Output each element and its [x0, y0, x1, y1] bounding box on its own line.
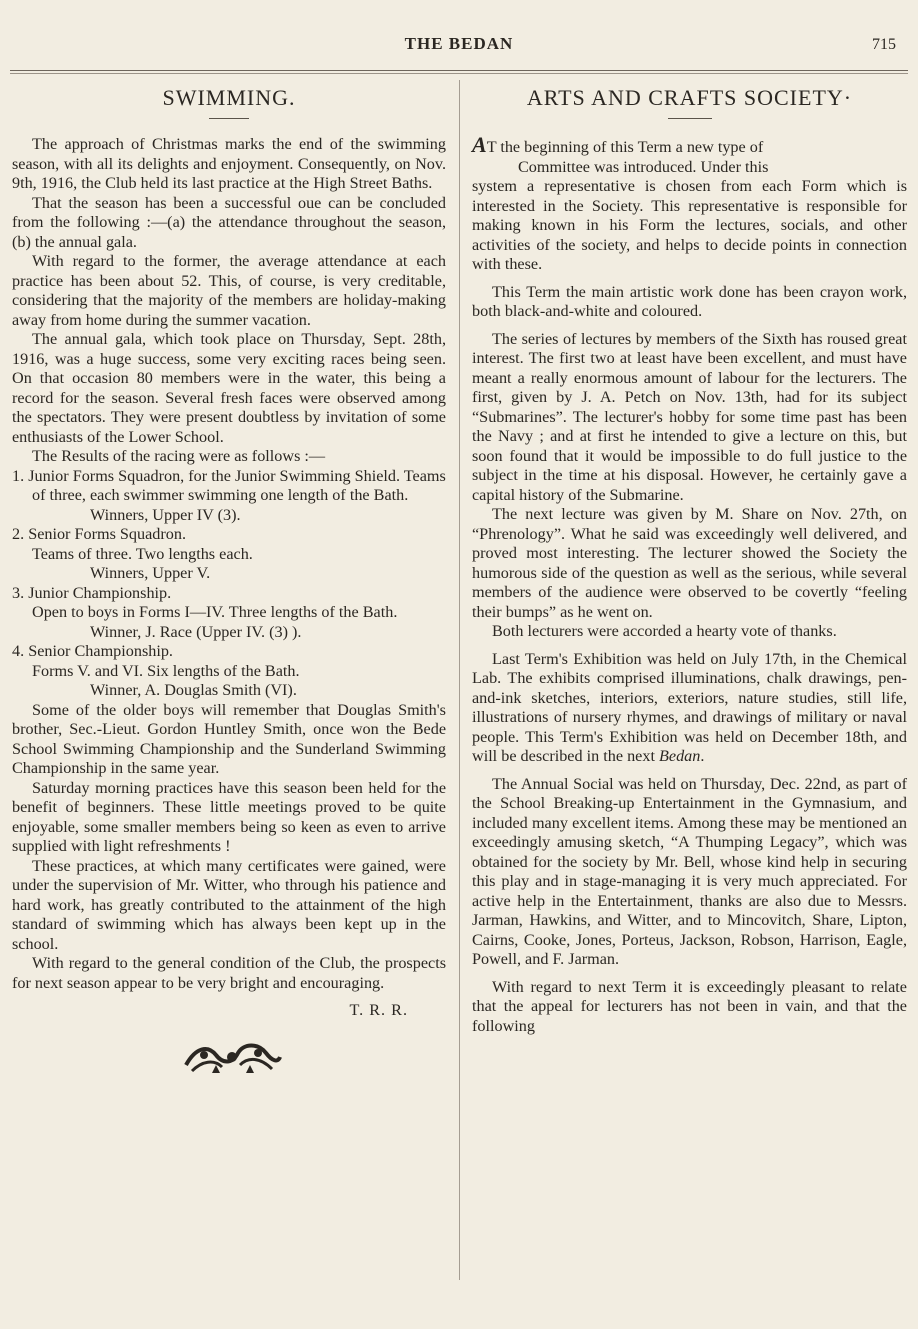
result-2-winner: Winners, Upper V. — [90, 564, 211, 582]
swimming-paragraph-7: Saturday morning practices have this season been held for the benefit of beginners. These little meetings proved to be quite enjoyable, some smaller members being so keen as even to arrive supplied with light refreshments ! — [12, 778, 446, 855]
heading-underline — [209, 118, 249, 119]
ornament-icon — [182, 1035, 282, 1079]
swimming-signature: T. R. R. — [349, 1001, 408, 1019]
header-rule-secondary — [10, 73, 908, 74]
result-4-detail: Forms V. and VI. Six lengths of the Bath. — [32, 661, 300, 680]
arts-paragraph-1-line-2: Committee was introduced. Under this — [518, 157, 769, 176]
result-2-detail: Teams of three. Two lengths each. — [32, 544, 253, 563]
swimming-paragraph-8: These practices, at which many certificates were gained, were under the supervision of Mr. Witter, who through his patience and hard work, has greatly contributed to the attainment of the high standard of swimming which has always been kept up in the school. — [12, 856, 446, 953]
arts-paragraph-6-text: Last Term's Exhibition was held on July 17th, in the Chemical Lab. The exhibits comprised illuminations, chalk drawings, pen-and-ink sketches, interiors, exteriors, nature studies, still life, illustrations of nursery rhymes, and drawings of military or naval people. This Term's Exhibition was held on December 18th, and will be described in the next — [472, 649, 907, 765]
arts-paragraph-5: Both lecturers were accorded a hearty vote of thanks. — [492, 622, 837, 640]
arts-paragraph-8: With regard to next Term it is exceedingly pleasant to relate that the appeal for lecturers has not been in vain, and that the following — [472, 977, 907, 1035]
page-number: 715 — [872, 36, 896, 53]
arts-column — [472, 80, 907, 1036]
arts-paragraph-7: The Annual Social was held on Thursday, Dec. 22nd, as part of the School Breaking-up Entertainment in the Gymnasium, and included many excellent items. Among these may be mentioned an exceedingly amusing sketch, “A Thumping Legacy”, which was obtained for the society by Mr. Bell, whose kind help in securing this play and in stage-managing it is very much appreciated. For active help in the Entertainment, thanks are also due to Messrs. Jarman, Hawkins, and Witter, and to Mincovitch, Share, Lipton, Cairns, Cooke, Jones, Porteus, Jackson, Robson, Harrison, Eagle, Powell, and F. Jarman. — [472, 774, 907, 968]
arts-paragraph-6 — [472, 650, 907, 767]
arts-paragraph-1-first: T the beginning of this Term a new type of — [486, 138, 764, 156]
header-rule — [10, 70, 908, 71]
heading-underline — [668, 118, 712, 119]
arts-paragraph-6-end: . — [700, 747, 705, 765]
arts-paragraph-1-line-1 — [472, 132, 907, 158]
swimming-paragraph-5: The Results of the racing were as follows :— — [32, 447, 326, 465]
result-3-detail: Open to boys in Forms I—IV. Three lengths of the Bath. — [32, 603, 398, 621]
arts-paragraph-3: The series of lectures by members of the Sixth has roused great interest. The first two at least have been excellent, and must have meant a really enormous amount of labour for the lecturers. The first, given by J. A. Petch on Nov. 13th, had for its subject “Submarines”. The lecturer's hobby for some time past has been the Navy ; and at first he intended to give a lecture on this, but soon found that it would be impossible to do full justice to the subject in the time at his disposal. However, he certainly gave a capital history of the Submarine. — [472, 329, 907, 504]
result-1-winner: Winners, Upper IV (3). — [90, 505, 241, 524]
swimming-paragraph-9: With regard to the general condition of the Club, the prospects for next season appear to be very bright and encouraging. — [12, 954, 446, 992]
result-4-title: 4. Senior Championship. — [12, 642, 173, 660]
arts-paragraph-4: The next lecture was given by M. Share on Nov. 27th, on “Phrenology”. What he said was exceedingly well delivered, and proved most interesting. The lecturer showed the Society the humorous side of the question as well as the serious, while several members of the audience were observed to be covertly “feeling their bumps” as he went on. — [472, 505, 907, 621]
page-header — [10, 34, 908, 60]
swimming-paragraph-3: With regard to the former, the average attendance at each practice has been about 52. This, of course, is very creditable, considering that the majority of the members are holiday-making away from home during the summer vacation. — [12, 252, 446, 329]
result-4-winner: Winner, A. Douglas Smith (VI). — [90, 681, 297, 699]
bedan-title: Bedan — [659, 747, 701, 765]
result-3-winner: Winner, J. Race (Upper IV. (3) ). — [90, 622, 302, 641]
arts-paragraph-2: This Term the main artistic work done has been crayon work, both black-and-white and coloured. — [472, 282, 907, 320]
swimming-heading: SWIMMING. — [162, 85, 296, 110]
column-divider — [459, 80, 460, 1280]
swimming-paragraph-1: The approach of Christmas marks the end of the swimming season, with all its delights and enjoyment. Consequently, on Nov. 9th, 1916, the Club held its last practice at the High Street Baths. — [12, 135, 446, 192]
arts-heading: ARTS AND CRAFTS SOCIETY· — [526, 85, 853, 110]
swimming-column — [12, 80, 446, 1079]
result-1-title: 1. Junior Forms Squadron, for the Junior Swimming Shield. Teams of three, each swimmer swimming one length of the Bath. — [12, 466, 446, 504]
swimming-paragraph-2: That the season has been a successful oue can be concluded from the following :—(a) the attendance throughout the season, (b) the annual gala. — [12, 193, 446, 251]
drop-cap: A — [472, 132, 487, 157]
swimming-paragraph-6: Some of the older boys will remember that Douglas Smith's brother, Sec.-Lieut. Gordon Huntley Smith, once won the Bede School Swimming Championship and the Sunderland Swimming Championship in the same year. — [12, 700, 446, 777]
running-title: THE BEDAN — [404, 34, 514, 53]
result-3-title: 3. Junior Championship. — [12, 583, 172, 602]
result-2-title: 2. Senior Forms Squadron. — [12, 525, 187, 543]
swimming-paragraph-4: The annual gala, which took place on Thursday, Sept. 28th, 1916, was a huge success, some very exciting races being seen. On that occasion 80 members were in the water, this being a record for the season. Several fresh faces were observed among the spectators. They were present doubtless by invitation of some enthusiasts of the Lower School. — [12, 330, 446, 446]
arts-paragraph-1-rest: system a representative is chosen from each Form which is interested in the Society. This representative is responsible for making known in his Form the lectures, socials, and other activities of the society, and helps to decide points in connection with these. — [472, 177, 907, 273]
